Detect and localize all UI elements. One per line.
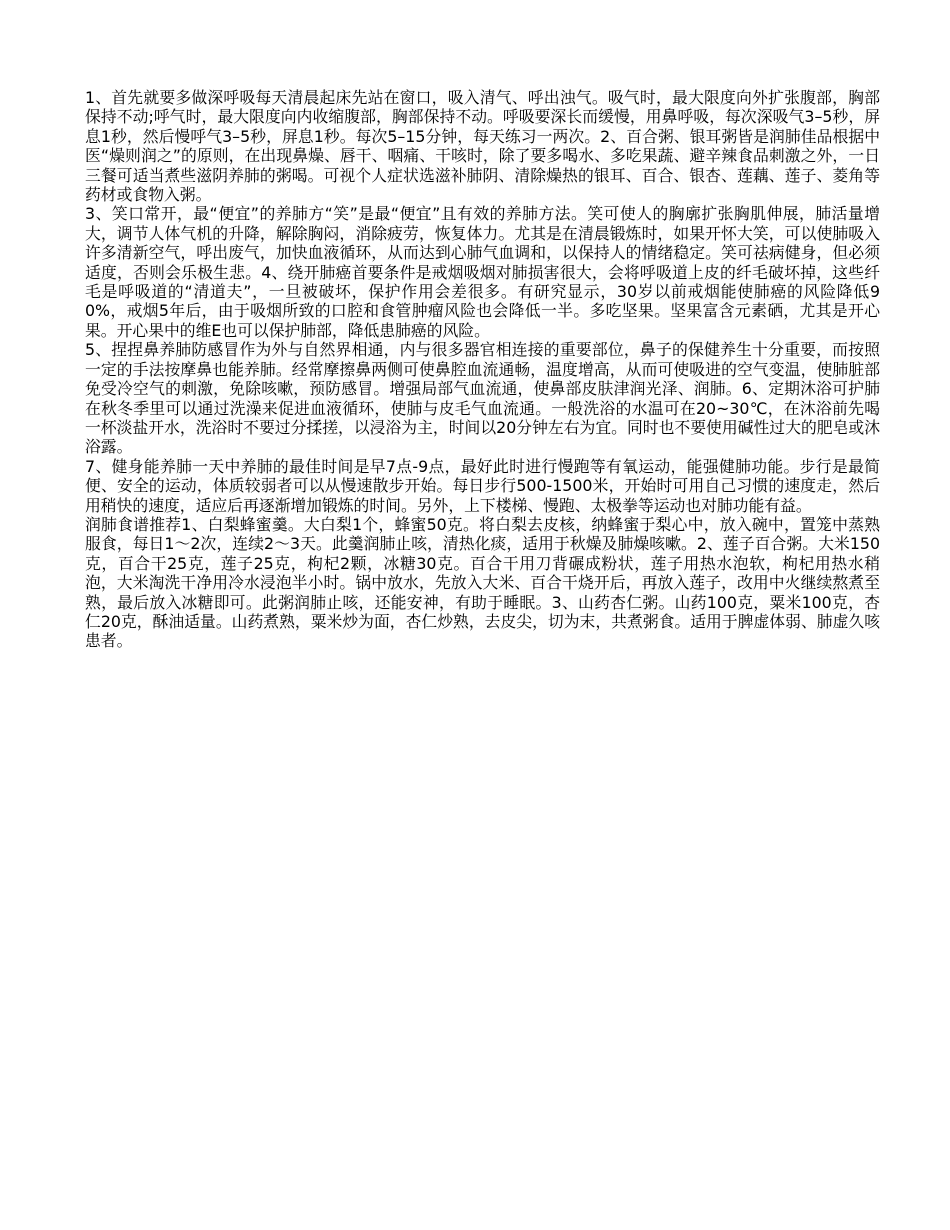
paragraph-nose-massage-and-bathing: 5、捏捏鼻养肺防感冒作为外与自然界相通，内与很多器官相连接的重要部位，鼻子的保健养生十分重要，而按照一定的手法按摩鼻也能养肺。经常摩擦鼻两侧可使鼻腔血流通畅，温度增高，从而可使吸进的空气变温，使肺脏部免受冷空气的刺激，免除咳嗽，预防感冒。增强局部气血流通，使鼻部皮肤津润光泽、润肺。6、定期沐浴可护肺在秋冬季里可以通过洗澡来促进血液循环，使肺与皮毛气血流通。一般洗浴的水温可在20~30℃，在沐浴前先喝一杯淡盐开水，洗浴时不要过分揉搓，以浸浴为主，时间以20分钟左右为宜。同时也不要使用碱性过大的肥皂或沐浴露。: [85, 340, 880, 457]
paragraph-laughter-and-quit-smoking: 3、笑口常开，最“便宜”的养肺方“笑”是最“便宜”且有效的养肺方法。笑可使人的胸廓扩张胸肌伸展，肺活量增大，调节人体气机的升降，解除胸闷，消除疲劳，恢复体力。尤其是在清晨锻炼时，如果开怀大笑，可以使肺吸入许多清新空气，呼出废气，加快血液循环，从而达到心肺气血调和，以保持人的情绪稳定。笑可祛病健身，但必须适度，否则会乐极生悲。4、绕开肺癌首要条件是戒烟吸烟对肺损害很大，会将呼吸道上皮的纤毛破坏掉，这些纤毛是呼吸道的“清道夫”，一旦被破坏，保护作用会差很多。有研究显示，30岁以前戒烟能使肺癌的风险降低90%，戒烟5年后，由于吸烟所致的口腔和食管肿瘤风险也会降低一半。多吃坚果。坚果富含元素硒，尤其是开心果。开心果中的维E也可以保护肺部，降低患肺癌的风险。: [85, 204, 880, 340]
paragraph-exercise-for-lungs: 7、健身能养肺一天中养肺的最佳时间是早7点-9点，最好此时进行慢跑等有氧运动，能强健肺功能。步行是最简便、安全的运动，体质较弱者可以从慢速散步开始。每日步行500-1500米，开始时可用自己习惯的速度走，然后用稍快的速度，适应后再逐渐增加锻炼的时间。另外，上下楼梯、慢跑、太极拳等运动也对肺功能有益。: [85, 456, 880, 515]
paragraph-lung-nourishing-recipes: 润肺食谱推荐1、白梨蜂蜜羹。大白梨1个，蜂蜜50克。将白梨去皮核，纳蜂蜜于梨心中，放入碗中，置笼中蒸熟服食，每日1～2次，连续2～3天。此羹润肺止咳，清热化痰，适用于秋燥及肺燥咳嗽。2、莲子百合粥。大米150克，百合干25克，莲子25克，枸杞2颗，冰糖30克。百合干用刀背碾成粉状，莲子用热水泡软，枸杞用热水稍泡，大米淘洗干净用冷水浸泡半小时。锅中放水，先放入大米、百合干烧开后，再放入莲子，改用中火继续熬煮至熟，最后放入冰糖即可。此粥润肺止咳，还能安神，有助于睡眠。3、山药杏仁粥。山药100克，粟米100克，杏仁20克，酥油适量。山药煮熟，粟米炒为面，杏仁炒熟，去皮尖，切为末，共煮粥食。适用于脾虚体弱、肺虚久咳患者。: [85, 514, 880, 651]
paragraph-deep-breathing-and-congee: 1、首先就要多做深呼吸每天清晨起床先站在窗口，吸入清气、呼出浊气。吸气时，最大限度向外扩张腹部，胸部保持不动;呼气时，最大限度向内收缩腹部，胸部保持不动。呼吸要深长而缓慢，用鼻呼吸，每次深吸气3–5秒，屏息1秒，然后慢呼气3–5秒，屏息1秒。每次5–15分钟，每天练习一两次。2、百合粥、银耳粥皆是润肺佳品根据中医“燥则润之”的原则，在出现鼻燥、唇干、咽痛、干咳时，除了要多喝水、多吃果蔬、避辛辣食品刺激之外，一日三餐可适当煮些滋阴养肺的粥喝。可视个人症状选滋补肺阴、清除燥热的银耳、百合、银杏、莲藕、莲子、菱角等药材或食物入粥。: [85, 88, 880, 205]
document-text-block: [85, 88, 880, 651]
